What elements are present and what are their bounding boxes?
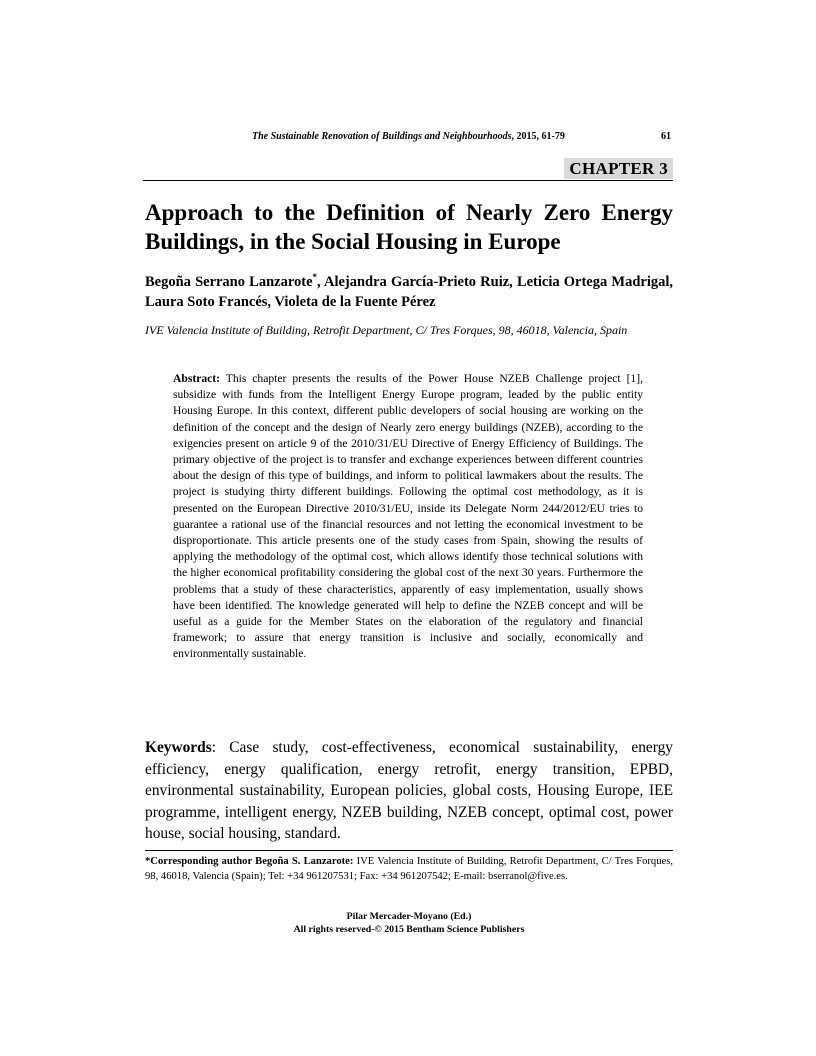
author-list [145, 267, 673, 312]
chapter-title: Approach to the Definition of Nearly Zero Energy Buildings, in the Social Housing in Europe [145, 200, 673, 254]
abstract [173, 371, 643, 663]
keywords-text: : Case study, cost-effectiveness, economical sustainability, energy efficiency, energy qualification, energy retrofit, energy transition, EPBD, environmental sustainability, European policies, global costs, Housing Europe, IEE programme, intelligent energy, NZEB building, NZEB concept, optimal cost, power house, social housing, standard. [145, 739, 673, 843]
keywords [145, 737, 673, 845]
page-number: 61 [661, 131, 671, 142]
editor-line: Pilar Mercader-Moyano (Ed.) [346, 911, 472, 922]
publisher-info [145, 910, 673, 936]
corresponding-footnote [145, 855, 673, 884]
footnote-divider [145, 850, 673, 851]
abstract-label: Abstract: [173, 372, 221, 385]
other-authors: , Alejandra García-Prieto Ruiz, Leticia Ortega Madrigal, Laura Soto Francés, Violeta de la Fuente Pérez [145, 273, 674, 310]
rights-line: All rights reserved-© 2015 Bentham Science Publishers [293, 924, 525, 935]
affiliation: IVE Valencia Institute of Building, Retrofit Department, C/ Tres Forques, 98, 46018, Valencia, Spain [145, 323, 628, 337]
abstract-text: This chapter presents the results of the Power House NZEB Challenge project [1], subsidize with funds from the Intelligent Energy Europe program, leaded by the public entity Housing Europe. In this context, different public developers of social housing are working on the definition of the concept and the design of Nearly zero energy buildings (NZEB), according to the exigencies present on article 9 of the 2010/31/EU Directive of Energy Efficiency of Buildings. The primary objective of the project is to transfer and exchange experiences between different countries about the design of this type of buildings, and inform to political lawmakers about the results. The project is studying thirty different buildings. Following the optimal cost methodology, as it is presented on the European Directive 2010/31/EU, inside its Delegate Norm 244/2012/EU tries to guarantee a rational use of the financial resources and not letting the economical investment to be disproportionate. This article presents one of the study cases from Spain, showing the results of applying the methodology of the optimal cost, which allows identify those technical solutions with the higher economical profitability considering the global cost of the next 30 years. Furthermore the problems that a study of these characteristics, apparently of easy implementation, usually shows have been identified. The knowledge generated will help to define the NZEB concept and will be useful as a guide for the Member States on the elaboration of the regulatory and financial framework; to assure that energy transition is inclusive and socially, economically and environmentally sustainable. [173, 372, 643, 661]
corresponding-marker: * [312, 272, 318, 282]
running-head-year-pages: , 2015, 61-79 [511, 131, 565, 142]
keywords-label: Keywords [145, 739, 212, 756]
running-head-journal: The Sustainable Renovation of Buildings and Neighbourhoods, 2015, 61-79 [252, 131, 565, 142]
footnote-text: IVE Valencia Institute of Building, Retrofit Department, C/ Tres Forques, 98, 46018, Valencia (Spain); Tel: +34 961207531; Fax: +34 961207542; E-mail: bserranol@five.es. [145, 856, 673, 882]
footnote-label: *Corresponding author Begoña S. Lanzarote: [145, 856, 354, 867]
chapter-label: CHAPTER 3 [564, 158, 673, 179]
chapter-divider [143, 180, 673, 181]
first-author: Begoña Serrano Lanzarote [145, 273, 313, 290]
